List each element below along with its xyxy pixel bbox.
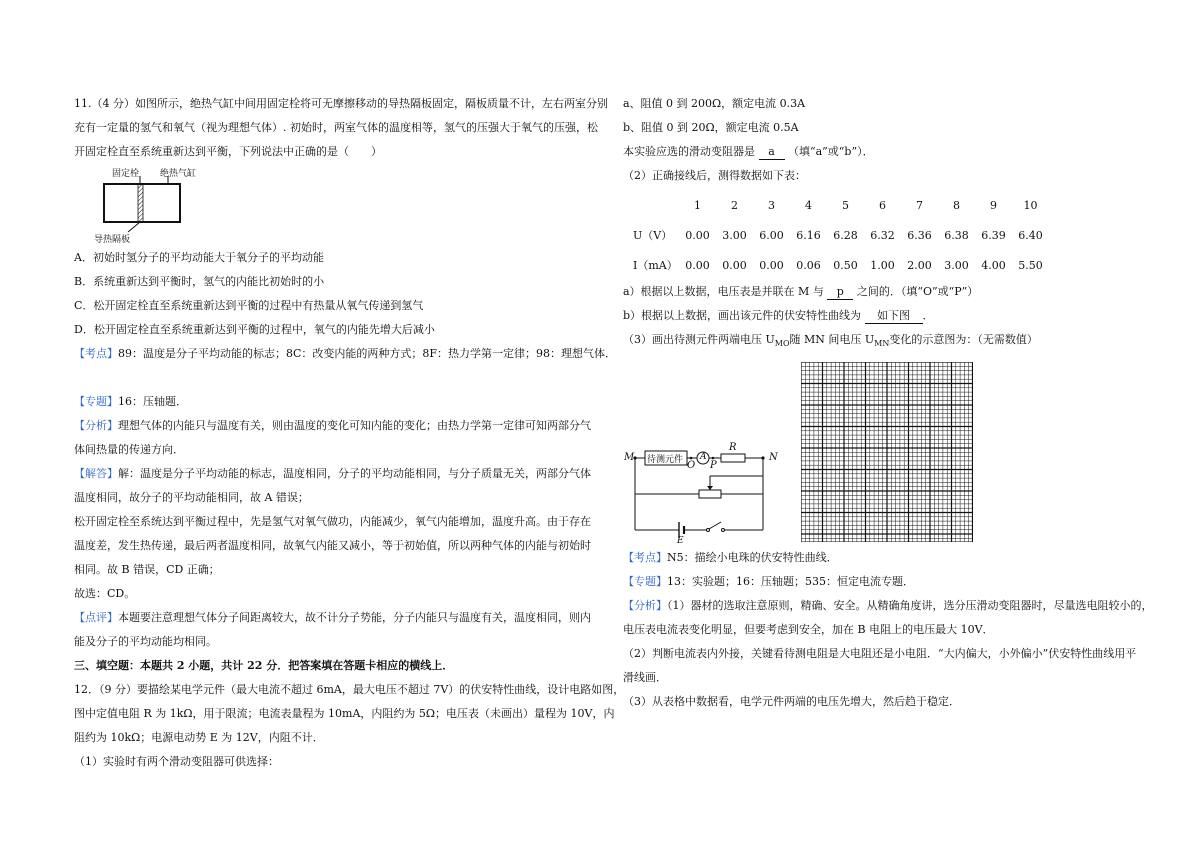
switch: [709, 522, 721, 529]
node-n-label: N: [769, 452, 778, 463]
q11-option-c: C．松开固定栓直至系统重新达到平衡的过程中有热量从氧气传递到氢气: [74, 299, 424, 312]
q12-line-1: 12．（9 分）要描绘某电学元件（最大电流不超过 6mA，最大电压不超过 7V）的伏安特性曲线，设计电路如图，: [74, 683, 625, 696]
table-row-index: [623, 190, 1049, 220]
part-b-pre: b）根据以上数据，画出该元件的伏安特性曲线为: [623, 309, 862, 322]
table-cell: 6.32: [870, 228, 895, 242]
table-cell: 10: [1023, 198, 1038, 212]
right-column: [623, 92, 1153, 714]
table-cell: 6.00: [759, 228, 784, 242]
cylinder-figure: [88, 166, 208, 246]
table-cell: 3: [768, 198, 775, 212]
resistor-r-label: R: [729, 442, 737, 453]
fenxi-tag: 【分析】: [74, 419, 118, 432]
table-cell: 6.28: [833, 228, 858, 242]
q11-fenxi-2: 体间热量的传递方向．: [74, 443, 184, 456]
q11-dianping-2: 能及分子的平均动能均相同。: [74, 635, 217, 648]
table-cell: 1: [694, 198, 701, 212]
q11-kaodian: [74, 342, 617, 366]
q11-fenxi-1: [74, 414, 598, 438]
q11-jieda-2: 温度相同，故分子的平均动能相同，故 A 错误；: [74, 491, 309, 504]
resistor-r: [721, 454, 745, 462]
choose-post: （填“a”或“b”）．: [788, 145, 874, 158]
q11-option-d: D．松开固定栓直至系统重新达到平衡的过程中，氧气的内能先增大后减小: [74, 323, 435, 336]
part-b-post: ．: [922, 309, 934, 322]
table-cell: 5: [842, 198, 849, 212]
r-fenxi-2: 电压表电流表变化明显，但要考虑到安全，加在 B 电阻上的电压最大 10V．: [623, 623, 994, 636]
part-a-post: 之间的．（填“O”或“P”）: [856, 285, 979, 298]
table-cell: 4: [805, 198, 812, 212]
dianping-text-1: 本题要注意理想气体分子间距离较大，故不计分子势能，分子内能只与温度有关，温度相同，则内: [118, 611, 591, 624]
node-o-label: O: [687, 460, 696, 471]
part3-sub-mo: MO: [774, 339, 790, 348]
table-cell: 0.50: [833, 258, 858, 272]
bolt-label: 固定栓: [112, 169, 140, 179]
table-cell: 4.00: [981, 258, 1006, 272]
choose-rheostat: [623, 140, 1143, 164]
battery-e-label: E: [677, 536, 684, 546]
part-b-question: [623, 304, 1143, 328]
table-cell: 6.39: [981, 228, 1006, 242]
jieda-tag: 【解答】: [74, 467, 118, 480]
section-3-heading: 三、填空题：本题共 2 小题，共计 22 分．把答案填在答题卡相应的横线上．: [74, 659, 454, 672]
r-fenxi-4: 滑线画．: [623, 671, 667, 684]
table-cell: 6: [879, 198, 886, 212]
table-cell: 0.06: [796, 258, 821, 272]
q12-line-2: 图中定值电阻 R 为 1kΩ，用于限流；电流表量程为 10mA，内阻约为 5Ω；电压表（未画出）量程为 10V，内: [74, 707, 615, 720]
r-zhuanti: [623, 570, 1143, 594]
option-b-rheostat: b、阻值 0 到 20Ω，额定电流 0.5A: [623, 121, 799, 134]
data-table: [623, 190, 1049, 280]
node-p-label: P: [710, 460, 717, 471]
part3-pre: （3）画出待测元件两端电压 U: [623, 333, 775, 346]
table-cell: 7: [916, 198, 923, 212]
figure-area: [623, 358, 1143, 546]
kaodian-tag: 【考点】: [623, 551, 667, 564]
fenxi-tag: 【分析】: [623, 599, 667, 612]
q11-dianping-1: [74, 606, 598, 630]
table-cell: 0.00: [685, 258, 710, 272]
cylinder-label: 绝热气缸: [160, 169, 197, 179]
part-a-question: [623, 280, 1143, 304]
table-cell: 5.50: [1018, 258, 1043, 272]
part-b-answer: 如下图: [865, 309, 923, 324]
table-cell: 9: [990, 198, 997, 212]
q11-jieda-5: 相同。故 B 错误，CD 正确；: [74, 563, 220, 576]
kaodian-tag: 【考点】: [74, 347, 118, 360]
kaodian-text: N5：描绘小电珠的伏安特性曲线．: [667, 551, 838, 564]
left-column: [74, 92, 625, 774]
kaodian-text: 89：温度是分子平均动能的标志；8C：改变内能的两种方式；8F：热力学第一定律；98：理想气体．: [118, 347, 617, 360]
table-cell: 6.40: [1018, 228, 1043, 242]
q11-jieda-6: 故选：CD。: [74, 587, 136, 600]
q11-zhuanti: [74, 390, 598, 414]
zhuanti-text: 16：压轴题．: [118, 395, 187, 408]
q11-jieda-4: 温度差，发生热传递，最后两者温度相同，故氧气内能又减小，等于初始值，所以两种气体的内能与初始时: [74, 539, 591, 552]
q11-line-3: 开固定栓直至系统重新达到平衡，下列说法中正确的是（ ）: [74, 145, 382, 158]
table-cell: 3.00: [722, 228, 747, 242]
q11-line-2: 充有一定量的氢气和氧气（视为理想气体）. 初始时，两室气体的温度相等，氢气的压强大于氧气的压强，松: [74, 121, 598, 134]
rheostat: [699, 490, 721, 498]
table-cell: 6.36: [907, 228, 932, 242]
part3-post: 变化的示意图为：（无需数值）: [889, 333, 1038, 346]
plate-pointer: [128, 222, 140, 232]
r-kaodian: [623, 546, 1143, 570]
r-fenxi-3: （2）判断电流表内外接，关键看待测电阻是大电阻还是小电阻．“大内偏大，小外偏小”伏安特性曲线用平: [623, 647, 1137, 660]
table-cell: 0.00: [685, 228, 710, 242]
option-a-rheostat: a、阻值 0 到 200Ω，额定电流 0.3A: [623, 97, 806, 110]
q11-line-1: 11.（4 分）如图所示，绝热气缸中间用固定栓将可无摩擦移动的导热隔板固定，隔板质量不计，左右两室分别: [74, 97, 608, 110]
part3-mid: 随 MN 间电压 U: [789, 333, 875, 346]
table-cell: 6.38: [944, 228, 969, 242]
plate-label: 导热隔板: [94, 235, 131, 245]
q12-line-3: 阻约为 10kΩ；电源电动势 E 为 12V，内阻不计．: [74, 731, 324, 744]
table-cell: 0.00: [722, 258, 747, 272]
q11-jieda-3: 松开固定栓至系统达到平衡过程中，先是氢气对氧气做功，内能减少，氧气内能增加，温度升高。由于存在: [74, 515, 591, 528]
fenxi-text-1: 理想气体的内能只与温度有关，则由温度的变化可知内能的变化；由热力学第一定律可知两部分气: [118, 419, 591, 432]
table-cell: 0.00: [759, 258, 784, 272]
fenxi-text-1: （1）器材的选取注意原则，精确、安全。从精确角度讲，选分压滑动变阻器时，尽量选电阻较小的，: [667, 599, 1153, 612]
r-fenxi-5: （3）从表格中数据看，电学元件两端的电压先增大，然后趋于稳定．: [623, 695, 960, 708]
dianping-tag: 【点评】: [74, 611, 118, 624]
node-m-label: M: [624, 452, 635, 463]
r-fenxi-1: [623, 594, 1153, 618]
table-cell: 3.00: [944, 258, 969, 272]
table-cell: 2: [731, 198, 738, 212]
zhuanti-tag: 【专题】: [623, 575, 667, 588]
part-a-pre: a）根据以上数据，电压表是并联在 M 与: [623, 285, 824, 298]
choose-pre: 本实验应选的滑动变阻器是: [623, 145, 755, 158]
element-label: 待测元件: [647, 455, 684, 465]
part3-heading: [623, 328, 1143, 356]
graph-paper: [801, 362, 973, 542]
part2-heading: （2）正确接线后，测得数据如下表：: [623, 169, 806, 182]
table-cell: 1.00: [870, 258, 895, 272]
part-a-answer: p: [827, 285, 853, 300]
zhuanti-text: 13：实验题；16：压轴题；535：恒定电流专题．: [667, 575, 914, 588]
table-cell: 8: [953, 198, 960, 212]
table-header-blank: [623, 190, 679, 220]
jieda-text-1: 解：温度是分子平均动能的标志，温度相同，分子的平均动能相同，与分子质量无关，两部分气体: [118, 467, 591, 480]
q11-jieda-1: [74, 462, 598, 486]
voltage-label: U（V）: [633, 229, 673, 242]
table-row-current: [623, 250, 1049, 280]
spacer: [74, 366, 598, 390]
current-label: I（mA）: [633, 259, 678, 272]
choose-answer: a: [759, 145, 785, 160]
q11-option-b: B．系统重新达到平衡时，氢气的内能比初始时的小: [74, 275, 325, 288]
plate-shape: [138, 184, 143, 222]
q12-line-4: （1）实验时有两个滑动变阻器可供选择：: [74, 755, 279, 768]
ammeter-label: A: [700, 452, 707, 462]
table-cell: 2.00: [907, 258, 932, 272]
table-row-voltage: [623, 220, 1049, 250]
part3-sub-mn: MN: [874, 339, 890, 348]
table-cell: 6.16: [796, 228, 821, 242]
zhuanti-tag: 【专题】: [74, 395, 118, 408]
q11-option-a: A．初始时氢分子的平均动能大于氧分子的平均动能: [74, 251, 324, 264]
